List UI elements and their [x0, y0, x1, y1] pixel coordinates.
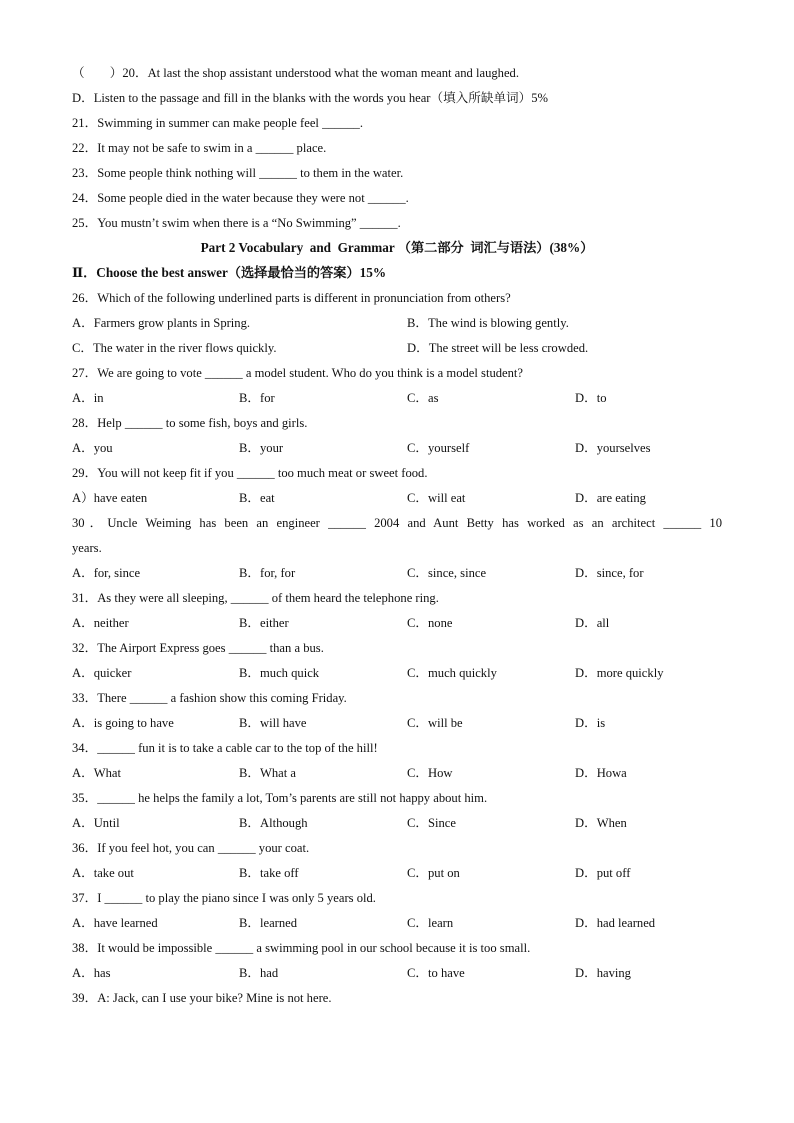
question-25: 25．You mustn’t swim when there is a “No Swimming” ______.: [72, 216, 401, 230]
option-c: C．How: [407, 766, 453, 780]
option-d: D．yourselves: [575, 441, 651, 455]
question-37: 37．I ______ to play the piano since I was only 5 years old.: [72, 891, 376, 905]
question-26-options-row-1: [72, 315, 732, 331]
question-32-options: [72, 665, 732, 681]
option-a: A．is going to have: [72, 716, 174, 730]
option-a: A．What: [72, 766, 121, 780]
option-d: D．had learned: [575, 916, 656, 930]
option-b: B．much quick: [239, 666, 320, 680]
option-d: D．The street will be less crowded.: [407, 341, 589, 355]
question-33-options: [72, 715, 732, 731]
option-d: D．put off: [575, 866, 631, 880]
option-a: A．for, since: [72, 566, 141, 580]
question-37-options: [72, 915, 732, 931]
option-d: D．since, for: [575, 566, 644, 580]
part-2-heading: Part 2 Vocabulary and Grammar （第二部分 词汇与语法）(38%）: [200, 240, 594, 255]
question-38: 38．It would be impossible ______ a swimming pool in our school because it is too small.: [72, 941, 531, 955]
question-23: 23．Some people think nothing will ______ to them in the water.: [72, 166, 404, 180]
option-b: B．either: [239, 616, 289, 630]
question-38-options: [72, 965, 732, 981]
question-39: 39．A: Jack, can I use your bike? Mine is not here.: [72, 991, 332, 1005]
option-b: B．What a: [239, 766, 297, 780]
question-27: 27．We are going to vote ______ a model student. Who do you think is a model student?: [72, 366, 524, 380]
question-31-options: [72, 615, 732, 631]
question-26: 26．Which of the following underlined parts is different in pronunciation from others?: [72, 291, 511, 305]
question-30-continued: years.: [72, 541, 102, 555]
question-32: 32．The Airport Express goes ______ than a bus.: [72, 641, 324, 655]
option-d: D．having: [575, 966, 631, 980]
question-33: 33．There ______ a fashion show this coming Friday.: [72, 691, 347, 705]
option-a: A．have learned: [72, 916, 158, 930]
option-c: C．much quickly: [407, 666, 497, 680]
question-26-options-row-2: [72, 340, 732, 356]
question-35: 35．______ he helps the family a lot, Tom’s parents are still not happy about him.: [72, 791, 488, 805]
option-b: B．will have: [239, 716, 307, 730]
option-c: C．none: [407, 616, 453, 630]
question-34-options: [72, 765, 732, 781]
question-22: 22．It may not be safe to swim in a ______ place.: [72, 141, 327, 155]
option-a: A．Until: [72, 816, 120, 830]
option-c: C．yourself: [407, 441, 470, 455]
question-28-options: [72, 440, 732, 456]
option-a: A．in: [72, 391, 104, 405]
option-a: A．take out: [72, 866, 134, 880]
option-c: C．Since: [407, 816, 456, 830]
question-27-options: [72, 390, 732, 406]
option-c: C．put on: [407, 866, 460, 880]
option-b: B．learned: [239, 916, 298, 930]
option-a: A）have eaten: [72, 491, 148, 505]
question-30-options: [72, 565, 732, 581]
option-b: B．your: [239, 441, 284, 455]
question-35-options: [72, 815, 732, 831]
option-c: C．as: [407, 391, 439, 405]
question-24: 24．Some people died in the water because they were not ______.: [72, 191, 409, 205]
option-c: C．The water in the river flows quickly.: [72, 341, 277, 355]
option-d: D．to: [575, 391, 607, 405]
option-a: A．quicker: [72, 666, 132, 680]
option-a: A．neither: [72, 616, 129, 630]
question-31: 31．As they were all sleeping, ______ of them heard the telephone ring.: [72, 591, 439, 605]
question-34: 34．______ fun it is to take a cable car to the top of the hill!: [72, 741, 378, 755]
option-a: A．has: [72, 966, 111, 980]
question-36-options: [72, 865, 732, 881]
question-29: 29．You will not keep fit if you ______ too much meat or sweet food.: [72, 466, 428, 480]
section-d-heading: D．Listen to the passage and fill in the blanks with the words you hear（填入所缺单词）5%: [72, 91, 549, 105]
option-b: B．for: [239, 391, 275, 405]
question-20: （ ）20．At last the shop assistant understood what the woman meant and laughed.: [72, 66, 520, 80]
option-d: D．Howa: [575, 766, 627, 780]
option-b: B．had: [239, 966, 279, 980]
option-d: D．more quickly: [575, 666, 664, 680]
option-d: D．When: [575, 816, 627, 830]
option-d: D．all: [575, 616, 610, 630]
option-c: C．learn: [407, 916, 454, 930]
section-ii-heading: Ⅱ．Choose the best answer（选择最恰当的答案）15%: [72, 265, 387, 280]
question-28: 28．Help ______ to some fish, boys and girls.: [72, 416, 308, 430]
option-b: B．for, for: [239, 566, 296, 580]
option-d: D．are eating: [575, 491, 646, 505]
option-c: C．will eat: [407, 491, 466, 505]
option-a: A．Farmers grow plants in Spring.: [72, 316, 251, 330]
option-d: D．is: [575, 716, 606, 730]
option-b: B．Although: [239, 816, 308, 830]
option-c: C．to have: [407, 966, 465, 980]
option-a: A．you: [72, 441, 113, 455]
option-c: C．since, since: [407, 566, 487, 580]
option-b: B．take off: [239, 866, 299, 880]
question-21: 21．Swimming in summer can make people feel ______.: [72, 116, 363, 130]
option-c: C．will be: [407, 716, 463, 730]
question-30: 30．Uncle Weiming has been an engineer ______ 2004 and Aunt Betty has worked as an architect ______ 10: [72, 516, 722, 530]
option-b: B．The wind is blowing gently.: [407, 316, 569, 330]
option-b: B．eat: [239, 491, 275, 505]
question-36: 36．If you feel hot, you can ______ your coat.: [72, 841, 310, 855]
question-29-options: [72, 490, 732, 506]
